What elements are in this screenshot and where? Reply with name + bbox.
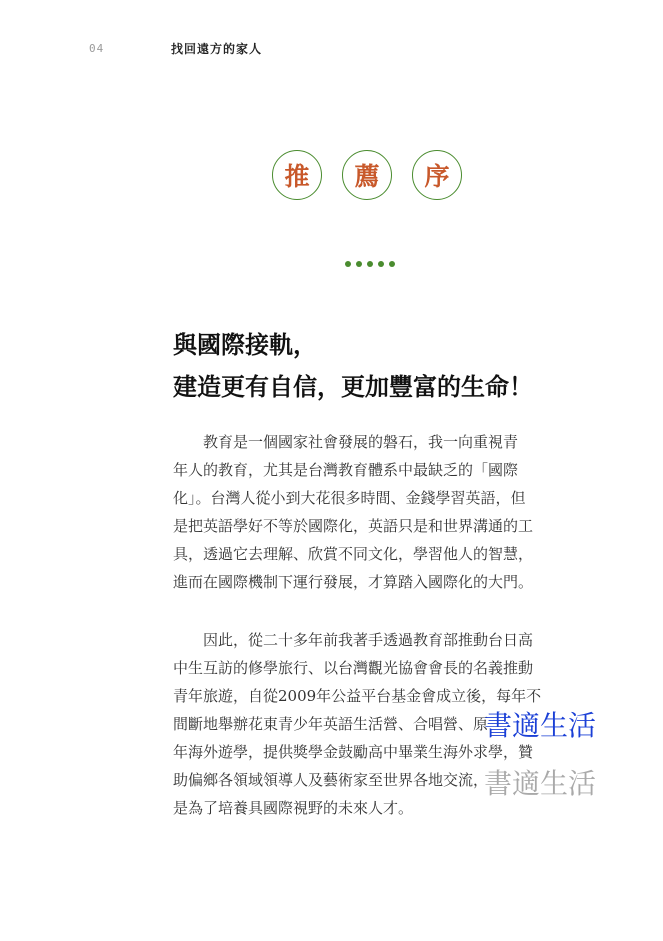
text-line: 化」。台灣人從小到大花很多時間、金錢學習英語，但	[173, 489, 526, 507]
text-line: 進而在國際機制下運行發展，才算踏入國際化的大門。	[173, 573, 534, 591]
text-line: 年人的教育，尤其是台灣教育體系中最缺乏的「國際	[173, 461, 519, 479]
ornament-dots	[345, 261, 395, 267]
ornament-dot	[345, 261, 351, 267]
page-number: 04	[89, 42, 105, 55]
running-title: 找回遠方的家人	[171, 42, 263, 56]
seal-char-1: 推	[272, 150, 322, 200]
watermark-gray: 書適生活	[484, 767, 597, 800]
body-paragraph-1	[173, 428, 583, 596]
text-line: 間斷地舉辦花東青少年英語生活營、合唱營、原	[173, 715, 489, 733]
heading-line-2: 建造更有自信，更加豐富的生命！	[173, 373, 533, 401]
ornament-dot	[356, 261, 362, 267]
article-heading	[173, 324, 533, 408]
text-line: 因此，從二十多年前我著手透過教育部推動台日高	[173, 631, 534, 649]
section-label-seals	[272, 150, 462, 200]
seal-char-2: 薦	[342, 150, 392, 200]
ornament-dot	[367, 261, 373, 267]
text-line: 中生互訪的修學旅行、以台灣觀光協會會長的名義推動	[173, 659, 534, 677]
text-line: 教育是一個國家社會發展的磐石，我一向重視青	[173, 433, 519, 451]
ornament-dot	[389, 261, 395, 267]
text-line: 助偏鄉各領域領導人及藝術家至世界各地交流，	[173, 771, 489, 789]
text-line: 是把英語學好不等於國際化，英語只是和世界溝通的工	[173, 517, 534, 535]
ornament-dot	[378, 261, 384, 267]
text-line: 具，透過它去理解、欣賞不同文化，學習他人的智慧，	[173, 545, 534, 563]
heading-line-1: 與國際接軌，	[173, 331, 317, 359]
text-line: 是為了培養具國際視野的未來人才。	[173, 799, 414, 817]
seal-char-3: 序	[412, 150, 462, 200]
watermark-blue: 書適生活	[484, 709, 597, 742]
text-line: 年海外遊學，提供獎學金鼓勵高中畢業生海外求學，贊	[173, 743, 534, 761]
text-line: 青年旅遊，自從2009年公益平台基金會成立後，每年不	[173, 687, 542, 705]
